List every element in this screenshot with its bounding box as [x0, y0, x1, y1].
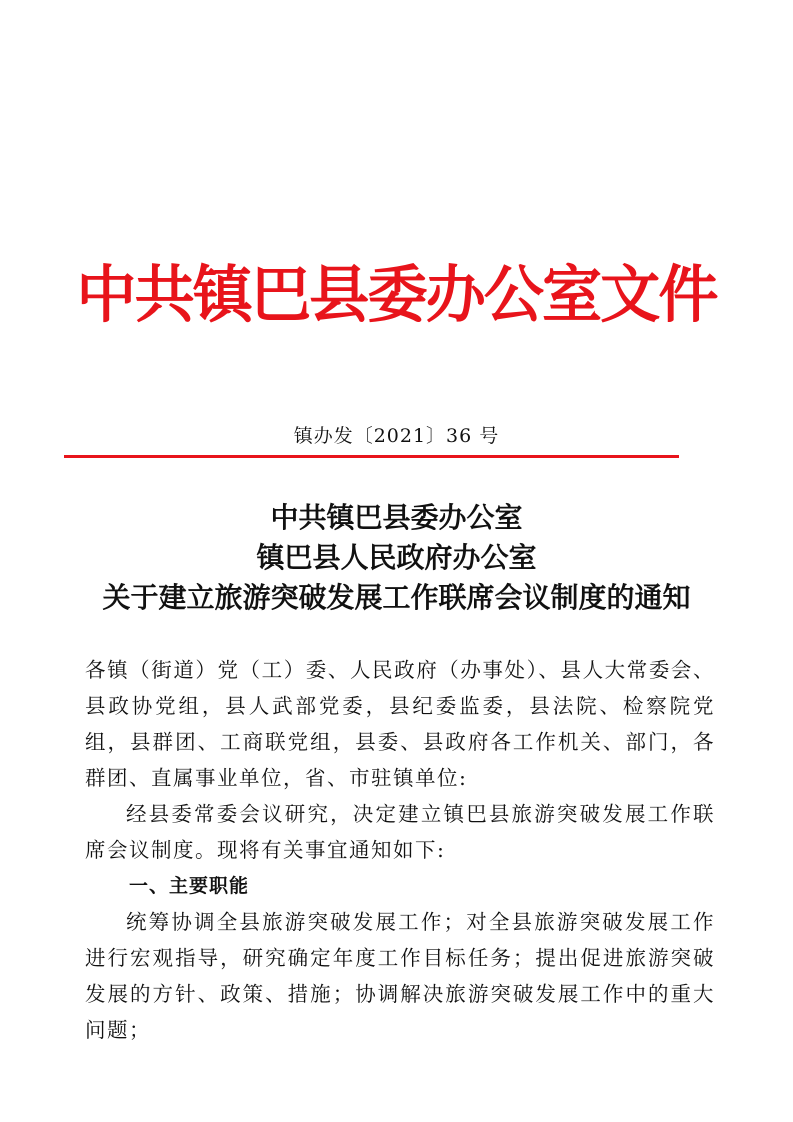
document-masthead: 中共镇巴县委办公室文件	[76, 258, 717, 331]
section-paragraph-main-functions: 统筹协调全县旅游突破发展工作；对全县旅游突破发展工作进行宏观指导，研究确定年度工作目标任务；提出促进旅游突破发展的方针、政策、措施；协调解决旅游突破发展工作中的重大问题；	[85, 910, 715, 1042]
document-body	[85, 652, 715, 1048]
title-line-issuer-party: 中共镇巴县委办公室	[270, 501, 523, 534]
red-divider-line	[64, 455, 679, 458]
addressees-paragraph: 各镇（街道）党（工）委、人民政府（办事处）、县人大常委会、县政协党组，县人武部党委，县纪委监委，县法院、检察院党组，县群团、工商联党组，县委、县政府各工作机关、部门，各群团、直属事业单位，省、市驻镇单位:	[85, 658, 715, 790]
notice-title	[0, 498, 793, 618]
intro-paragraph: 经县委常委会议研究，决定建立镇巴县旅游突破发展工作联席会议制度。现将有关事宜通知如下:	[85, 802, 715, 862]
title-line-issuer-government: 镇巴县人民政府办公室	[256, 541, 537, 574]
title-line-subject: 关于建立旅游突破发展工作联席会议制度的通知	[102, 581, 691, 614]
document-number: 镇办发〔2021〕36 号	[293, 425, 500, 447]
section-heading-main-functions: 一、主要职能	[129, 875, 250, 897]
